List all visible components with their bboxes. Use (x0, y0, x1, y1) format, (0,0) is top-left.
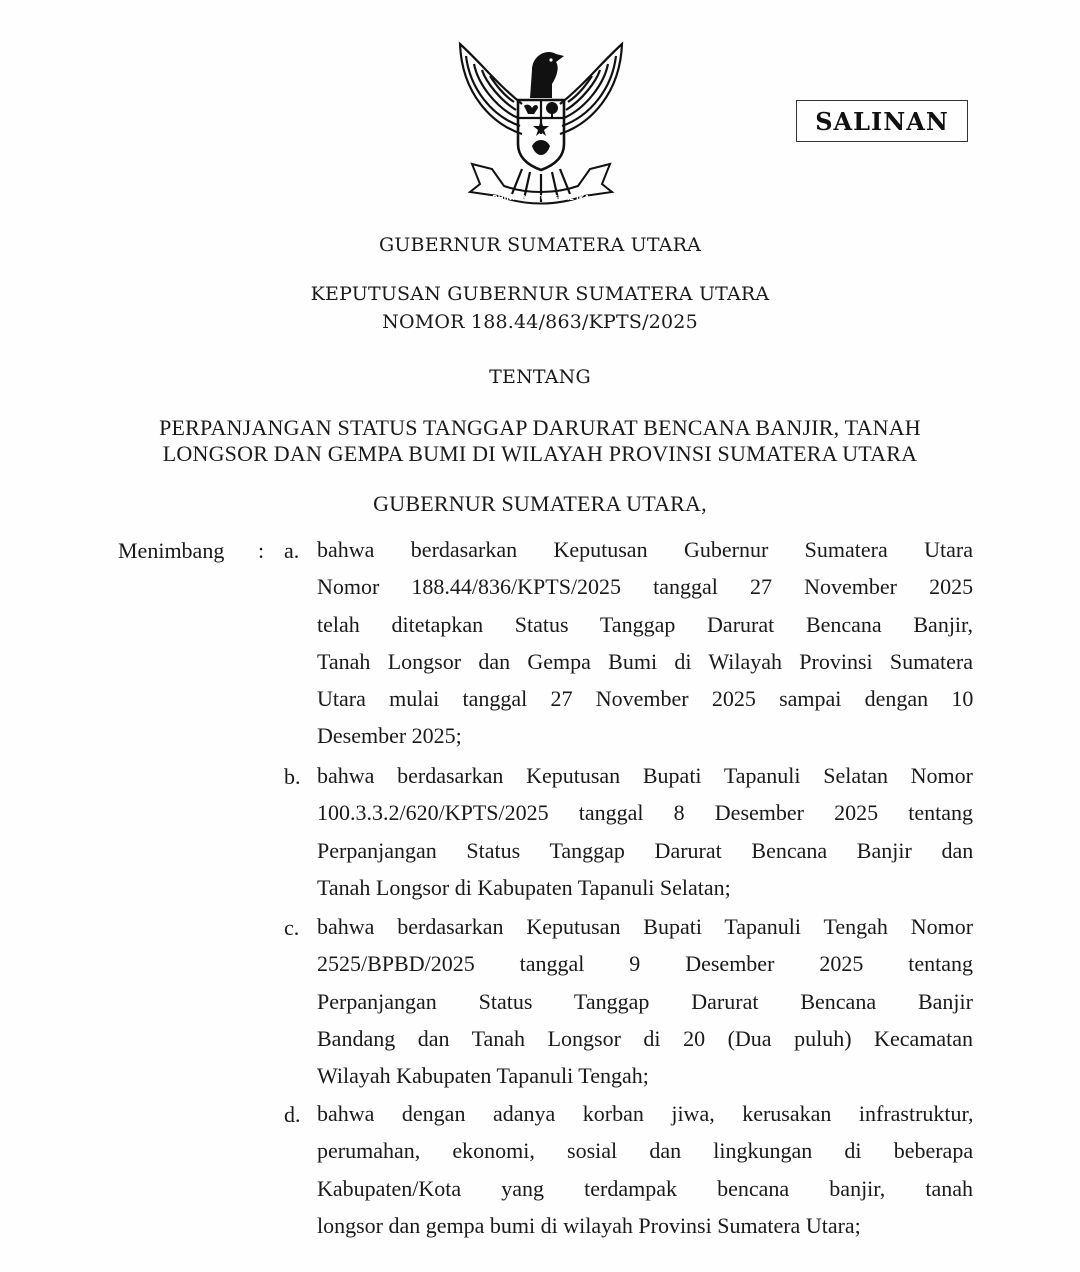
decree-title: KEPUTUSAN GUBERNUR SUMATERA UTARA (310, 283, 770, 305)
item-line: bahwa dengan adanya korban jiwa, kerusakan infrastruktur, (317, 1101, 974, 1126)
stamp-label: SALINAN (815, 106, 949, 136)
item-line: Perpanjangan Status Tanggap Darurat Bencana Banjir (317, 988, 973, 1014)
item-line: Tanah Longsor di Kabupaten Tapanuli Selatan; (317, 874, 731, 900)
item-line: Bandang dan Tanah Longsor di 20 (Dua puluh) Kecamatan (317, 1025, 973, 1051)
item-line: perumahan, ekonomi, sosial dan lingkungan di beberapa (317, 1138, 974, 1164)
signatory-intro: GUBERNUR SUMATERA UTARA, (373, 491, 707, 516)
item-line: Kabupaten/Kota yang terdampak bencana banjir, tanah (317, 1175, 973, 1201)
considering-item-d (317, 1095, 973, 1244)
about-heading: TENTANG (489, 366, 591, 388)
item-line: Perpanjangan Status Tanggap Darurat Bencana Banjir dan (317, 837, 974, 863)
item-line: Wilayah Kabupaten Tapanuli Tengah; (317, 1063, 649, 1089)
item-line: 2525/BPBD/2025 tanggal 9 Desember 2025 tentang (317, 951, 973, 977)
item-line: telah ditetapkan Status Tanggap Darurat Bencana Banjir, (317, 611, 973, 637)
item-line: bahwa berdasarkan Keputusan Bupati Tapanuli Tengah Nomor (317, 914, 974, 939)
considering-item-a (317, 531, 973, 755)
considering-item-c (317, 908, 973, 1094)
item-line: Tanah Longsor dan Gempa Bumi di Wilayah Provinsi Sumatera (317, 648, 973, 674)
item-line: Nomor 188.44/836/KPTS/2025 tanggal 27 November 2025 (317, 574, 974, 600)
item-letter-d: d. (284, 1102, 301, 1127)
item-line: Utara mulai tanggal 27 November 2025 sampai dengan 10 (317, 686, 974, 712)
considering-colon: : (258, 538, 265, 563)
item-line: Desember 2025; (317, 723, 462, 749)
considering-item-b (317, 757, 973, 906)
item-line: 100.3.3.2/620/KPTS/2025 tanggal 8 Desember 2025 tentang (317, 800, 973, 826)
item-line: bahwa berdasarkan Keputusan Gubernur Sumatera Utara (317, 537, 973, 562)
issuer-heading: GUBERNUR SUMATERA UTARA (378, 234, 702, 256)
item-letter-a: a. (284, 538, 300, 563)
item-letter-c: c. (284, 915, 300, 940)
item-line: bahwa berdasarkan Keputusan Bupati Tapanuli Selatan Nomor (317, 763, 973, 788)
decree-number: NOMOR 188.44/863/KPTS/2025 (382, 311, 698, 333)
emblem-ribbon-text: BHINNEKA TUNGGAL IKA (492, 194, 590, 202)
subject-line-2: LONGSOR DAN GEMPA BUMI DI WILAYAH PROVINSI SUMATERA UTARA (162, 441, 918, 466)
considering-label: Menimbang (118, 538, 225, 563)
item-line: longsor dan gempa bumi di wilayah Provinsi Sumatera Utara; (317, 1212, 861, 1238)
item-letter-b: b. (284, 764, 301, 789)
garuda-pancasila-emblem-icon (452, 34, 630, 216)
subject-line-1: PERPANJANGAN STATUS TANGGAP DARURAT BENCANA BANJIR, TANAH (159, 415, 921, 440)
copy-stamp-salinan (796, 100, 968, 142)
